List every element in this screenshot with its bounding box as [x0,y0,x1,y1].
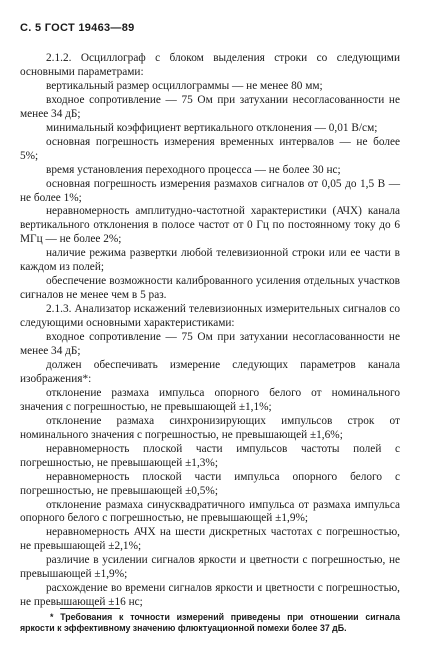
paragraph: 2.1.2. Осциллограф с блоком выделения строки со следующими основными параметрами: [20,52,400,78]
paragraph: обеспечение возможности калиброванного усиления отдельных участков сигналов не менее чем в 5 раз. [20,275,400,302]
paragraph: время установления переходного процесса — не более 30 нс; [46,163,341,176]
paragraph: вертикальный размер осциллограммы — не менее 80 мм; [46,79,323,92]
footnote-divider [60,608,120,609]
page-header: С. 5 ГОСТ 19463—89 [20,22,135,34]
footnote [20,612,400,634]
paragraph: неравномерность плоской части импульса опорного белого с погрешностью, не превышающей ±0,5%; [20,470,400,497]
paragraph: основная погрешность измерения временных интервалов — не более 5%; [20,135,400,162]
paragraph: различие в усилении сигналов яркости и цветности с погрешностью, не превышающей ±1,9%; [20,554,400,581]
paragraph: входное сопротивление — 75 Ом при затухании несогласованности не менее 34 дБ; [20,331,400,358]
paragraph: наличие режима развертки любой телевизионной строки или ее части в каждом из полей; [20,247,400,274]
paragraph: неравномерность АЧХ на шести дискретных частотах с погрешностью, не превышающей ±2,1%; [20,526,400,553]
paragraph: отклонение размаха импульса опорного белого от номинального значения с погрешностью, не превышающей ±1,1%; [20,386,400,413]
paragraph: неравномерность плоской части импульсов частоты полей с погрешностью, не превышающей ±1,3%; [20,442,400,469]
paragraph: входное сопротивление — 75 Ом при затухании несогласованности не менее 34 дБ; [20,93,400,120]
footnote-text: * Требования к точности измерений приведены при отношении сигнала яркости к эффективному значению флюктуационной помехи более 37 дБ. [20,612,400,633]
paragraph: минимальный коэффициент вертикального отклонения — 0,01 В/см; [46,121,378,134]
document-body [20,52,400,610]
paragraph: основная погрешность измерения размахов сигналов от 0,05 до 1,5 В — не более 1%; [20,177,400,204]
paragraph: неравномерность амплитудно-частотной характеристики (АЧХ) канала вертикального отклонения в полосе частот от 0 Гц по постоянному току до 6 МГц — не более 2%; [20,205,400,246]
paragraph: 2.1.3. Анализатор искажений телевизионных измерительных сигналов со следующими основными характеристиками: [20,303,400,330]
paragraph: отклонение размаха синусквадратичного импульса от размаха импульса опорного белого с погрешностью, не превышающей ±1,9%; [20,498,400,525]
paragraph: расхождение во времени сигналов яркости и цветности с погрешностью, не превышающей ±16 нс; [20,582,400,609]
paragraph: должен обеспечивать измерение следующих параметров канала изображения*: [20,358,400,385]
paragraph: отклонение размаха синхронизирующих импульсов строк от номинального значения с погрешностью, не превышающей ±1,6%; [20,414,400,441]
